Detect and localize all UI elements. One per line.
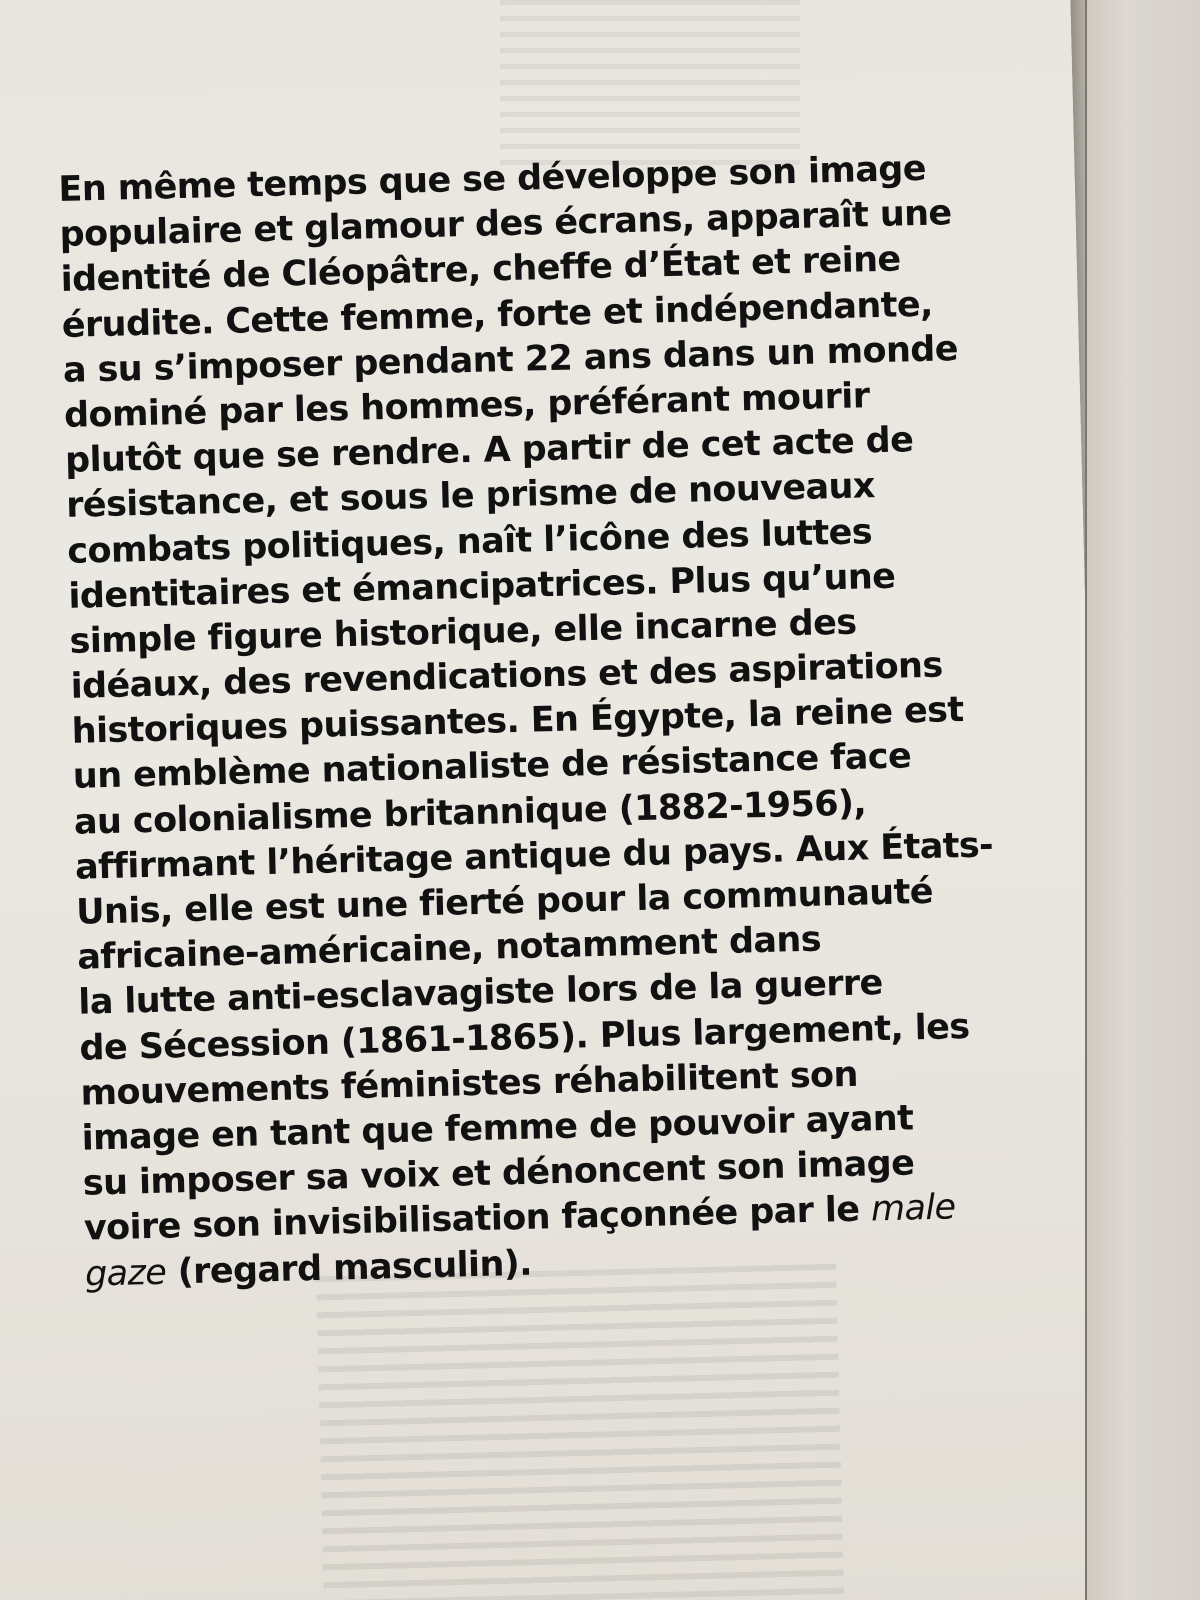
bleed-through-text-top <box>500 0 800 170</box>
text-line: affirmant l’héritage antique du pays. Aux États- <box>74 825 994 888</box>
italic-term-gaze: gaze <box>84 1252 167 1295</box>
text-line: mouvements féministes réhabilitent son <box>80 1054 859 1114</box>
text-line: combats politiques, naît l’icône des luttes <box>66 511 873 572</box>
text-line: identitaires et émancipatrices. Plus qu’une <box>67 556 896 617</box>
body-paragraph <box>58 144 1085 1298</box>
text-line: identité de Cléopâtre, cheffe d’État et reine <box>60 239 902 301</box>
text-line: a su s’imposer pendant 22 ans dans un monde <box>62 328 959 391</box>
text-line: image en tant que femme de pouvoir ayant <box>81 1098 914 1159</box>
text-line: au colonialisme britannique (1882-1956), <box>73 783 867 843</box>
text-line: la lutte anti-esclavagiste lors de la guerre <box>77 963 884 1024</box>
text-line: un emblème nationaliste de résistance face <box>72 736 912 798</box>
text-line: voire son invisibilisation façonnée par le <box>83 1189 872 1249</box>
text-line: plutôt que se rendre. A partir de cet acte de <box>64 420 914 482</box>
text-line: historiques puissantes. En Égypte, la reine est <box>71 690 965 753</box>
text-line: En même temps que se développe son image <box>58 148 927 210</box>
italic-term-male: male <box>870 1187 956 1230</box>
text-line: su imposer sa voix et dénoncent son image <box>82 1143 915 1204</box>
bleed-through-text-bottom <box>316 1264 844 1600</box>
text-line: dominé par les hommes, préférant mourir <box>63 376 870 436</box>
text-line: Unis, elle est une fierté pour la communauté <box>75 871 934 933</box>
text-line: érudite. Cette femme, forte et indépendante, <box>61 284 934 346</box>
text-line-end: (regard masculin). <box>165 1243 533 1293</box>
text-line: idéaux, des revendications et des aspirations <box>70 645 944 707</box>
text-line: simple figure historique, elle incarne des <box>69 602 857 662</box>
next-page-edge <box>1085 0 1200 1600</box>
text-line: résistance, et sous le prisme de nouveaux <box>65 466 876 527</box>
text-line: de Sécession (1861-1865). Plus largement, les <box>79 1006 970 1069</box>
text-line: populaire et glamour des écrans, apparaît une <box>59 193 953 256</box>
text-line: africaine-américaine, notamment dans <box>76 919 822 978</box>
